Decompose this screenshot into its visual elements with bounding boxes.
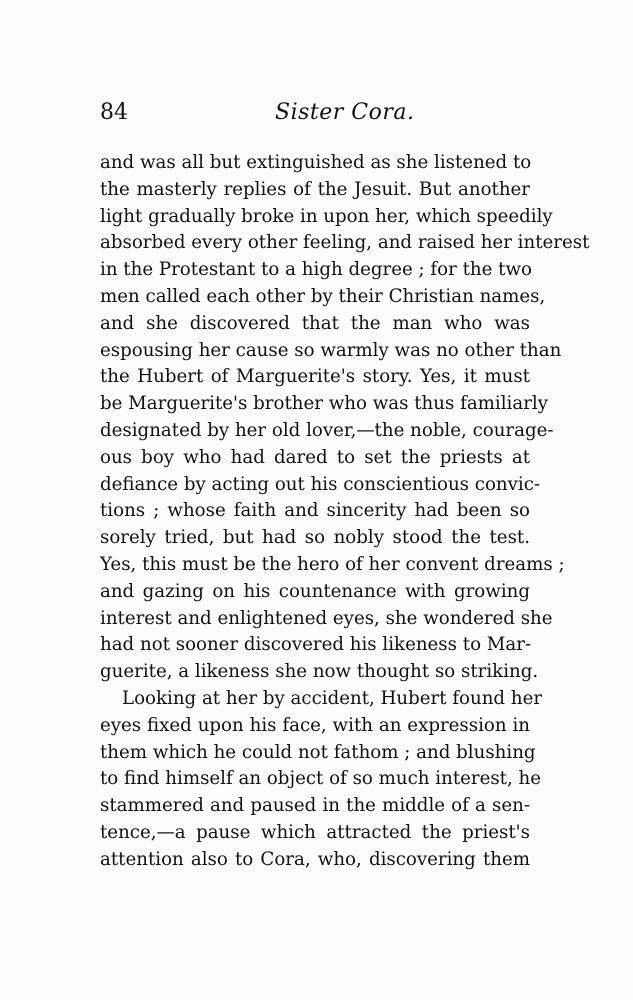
text-line: ous boy who had dared to set the priests at <box>100 446 530 468</box>
text-line: tence,—a pause which attracted the priest's <box>100 821 530 843</box>
text-line: the masterly replies of the Jesuit. But another <box>100 178 530 200</box>
text-line: them which he could not fathom ; and blushing <box>100 741 536 763</box>
page-number: 84 <box>100 100 128 125</box>
page-header <box>100 100 530 134</box>
text-line: defiance by acting out his conscientious convic- <box>100 473 541 495</box>
text-line: espousing her cause so warmly was no other than <box>100 339 562 361</box>
text-line: and she discovered that the man who was <box>100 312 530 334</box>
text-line: Looking at her by accident, Hubert found her <box>122 687 543 709</box>
text-line: eyes fixed upon his face, with an expression in <box>100 714 530 736</box>
text-line: and gazing on his countenance with growing <box>100 580 530 602</box>
text-line: Yes, this must be the hero of her convent dreams ; <box>100 553 565 575</box>
text-line: attention also to Cora, who, discovering them <box>100 848 530 870</box>
text-line: and was all but extinguished as she listened to <box>100 152 532 173</box>
text-line: light gradually broke in upon her, which speedily <box>100 205 553 227</box>
text-line: the Hubert of Marguerite's story. Yes, it must <box>100 366 530 388</box>
text-line: be Marguerite's brother who was thus familiarly <box>100 393 549 415</box>
text-line: had not sooner discovered his likeness to Mar- <box>100 634 532 656</box>
text-line: sorely tried, but had so nobly stood the test. <box>100 527 530 549</box>
text-line: tions ; whose faith and sincerity had been so <box>100 500 530 522</box>
text-line: in the Protestant to a high degree ; for the two <box>100 259 532 281</box>
text-line: guerite, a likeness she now thought so striking. <box>100 661 539 683</box>
text-line: men called each other by their Christian names, <box>100 285 546 307</box>
text-line: designated by her old lover,—the noble, courage- <box>100 419 554 441</box>
text-line: to find himself an object of so much interest, he <box>100 768 542 790</box>
text-line: stammered and paused in the middle of a sen- <box>100 795 530 817</box>
body-text <box>100 150 590 874</box>
running-title: Sister Cora. <box>275 100 415 125</box>
text-line: absorbed every other feeling, and raised her interest <box>100 232 590 254</box>
text-line: interest and enlightened eyes, she wondered she <box>100 607 553 629</box>
